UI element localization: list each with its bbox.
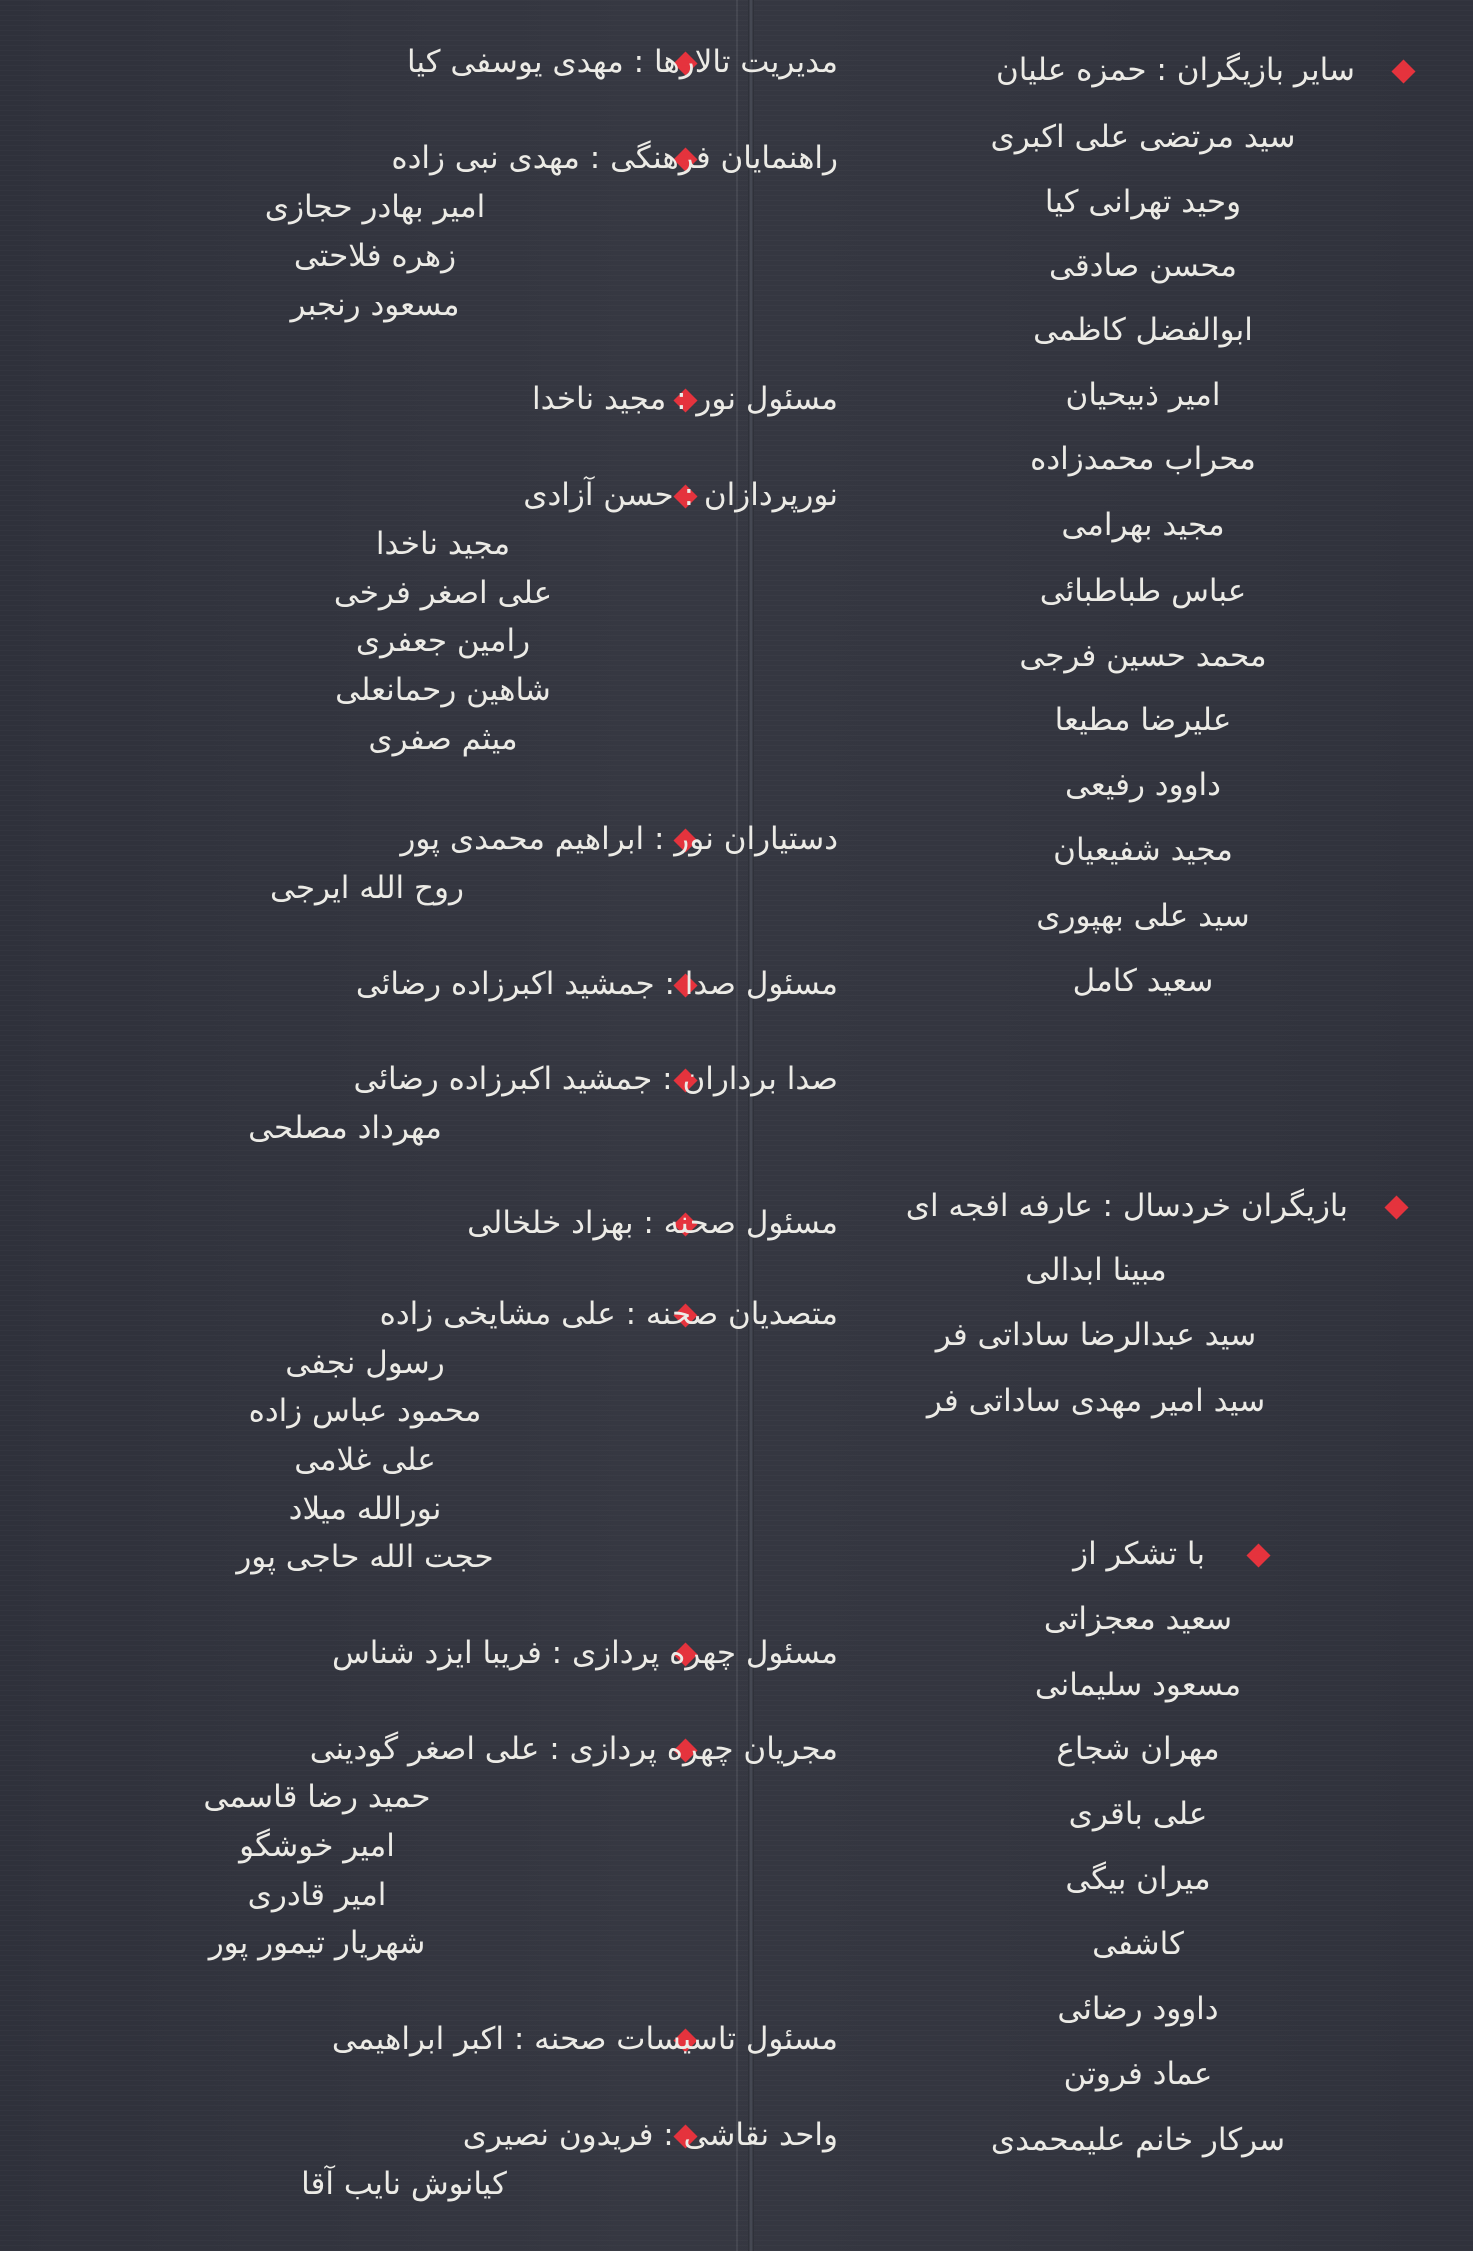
credit-name: میران بیگی	[1065, 1861, 1211, 1897]
credit-name: محمد حسین فرجی	[1019, 638, 1267, 674]
credit-name: رسول نجفی	[285, 1345, 445, 1381]
credit-name: شهریار تیمور پور	[208, 1925, 426, 1961]
credit-name: امیر ذبیحیان	[1065, 377, 1221, 413]
credit-name: کاشفی	[1092, 1926, 1184, 1962]
credit-name: حجت الله حاجی پور	[236, 1539, 494, 1575]
credit-name: مبینا ابدالی	[1025, 1252, 1167, 1288]
bullet-diamond-icon	[1391, 59, 1415, 83]
page-fold-edge	[736, 0, 738, 2251]
credit-heading: دستیاران نور : ابراهیم محمدی پور	[400, 821, 838, 857]
credit-name: مسعود سلیمانی	[1034, 1667, 1242, 1703]
credit-heading: متصدیان صحنه : علی مشایخی زاده	[379, 1296, 838, 1332]
credit-name: سید علی بهپوری	[1036, 898, 1250, 934]
credit-heading: نورپردازان : حسن آزادی	[523, 477, 838, 513]
credit-heading: مسئول صحنه : بهزاد خلخالی	[467, 1205, 838, 1241]
credit-name: مجید شفیعیان	[1053, 832, 1233, 868]
credit-heading: با تشکر از	[1073, 1536, 1205, 1572]
credit-heading: مسئول نور : مجید ناخدا	[532, 381, 838, 417]
credit-name: داوود رضائی	[1057, 1991, 1219, 2027]
credit-name: مسعود رنجبر	[290, 287, 460, 323]
credit-name: سعید کامل	[1072, 963, 1214, 999]
credit-name: محسن صادقی	[1049, 248, 1237, 284]
credit-name: محمود عباس زاده	[248, 1393, 482, 1429]
credit-name: ابوالفضل کاظمی	[1033, 312, 1253, 348]
credit-heading: سایر بازیگران : حمزه علیان	[995, 52, 1355, 88]
credit-name: میثم صفری	[368, 721, 518, 757]
credit-name: حمید رضا قاسمی	[203, 1779, 431, 1815]
credit-name: امیر قادری	[247, 1877, 387, 1913]
credit-heading: راهنمایان فرهنگی : مهدی نبی زاده	[391, 140, 838, 176]
credit-name: سید عبدالرضا ساداتی فر	[935, 1317, 1257, 1353]
credit-name: سعید معجزاتی	[1043, 1601, 1233, 1637]
credit-name: امیر خوشگو	[239, 1828, 395, 1864]
credit-name: علی اصغر فرخی	[333, 575, 553, 611]
credit-name: زهره فلاحتی	[293, 238, 457, 274]
credit-name: مهران شجاع	[1056, 1731, 1220, 1767]
credit-name: کیانوش نایب آقا	[301, 2166, 507, 2202]
credit-name: وحید تهرانی کیا	[1044, 184, 1242, 220]
credit-name: مجید ناخدا	[375, 526, 511, 562]
credit-name: عماد فروتن	[1063, 2056, 1213, 2092]
credit-name: شاهین رحمانعلی	[335, 672, 551, 708]
bullet-diamond-icon	[1246, 1543, 1270, 1567]
credit-name: عباس طباطبائی	[1039, 573, 1247, 609]
credit-name: امیر بهادر حجازی	[264, 189, 486, 225]
credit-heading: مجریان چهره پردازی : علی اصغر گودینی	[309, 1731, 838, 1767]
credit-name: علی غلامی	[294, 1442, 436, 1478]
credit-name: روح الله ایرجی	[270, 870, 464, 906]
bullet-diamond-icon	[1384, 1195, 1408, 1219]
credit-heading: مدیریت تالارها : مهدی یوسفی کیا	[406, 44, 838, 80]
credit-heading: مسئول تاسیسات صحنه : اکبر ابراهیمی	[331, 2021, 838, 2057]
credit-name: علیرضا مطیعا	[1054, 702, 1232, 738]
credit-name: مجید بهرامی	[1061, 507, 1225, 543]
credit-name: سرکار خانم علیمحمدی	[990, 2122, 1286, 2158]
credit-name: محراب محمدزاده	[1030, 441, 1256, 477]
credit-heading: بازیگران خردسال : عارفه افجه ای	[905, 1188, 1348, 1224]
credit-name: مهرداد مصلحی	[248, 1110, 442, 1146]
credit-name: سید امیر مهدی ساداتی فر	[926, 1383, 1266, 1419]
credit-name: نورالله میلاد	[288, 1491, 442, 1527]
credit-heading: واحد نقاشی : فریدون نصیری	[462, 2117, 838, 2153]
page-fold	[748, 0, 754, 2251]
credit-name: داوود رفیعی	[1065, 767, 1221, 803]
credit-heading: مسئول چهره پردازی : فریبا ایزد شناس	[331, 1635, 838, 1671]
credit-name: علی باقری	[1068, 1796, 1208, 1832]
credit-heading: صدا برداران : جمشید اکبرزاده رضائی	[353, 1061, 838, 1097]
credit-name: رامین جعفری	[355, 623, 531, 659]
credit-name: سید مرتضی علی اکبری	[990, 119, 1296, 155]
credit-heading: مسئول صدا : جمشید اکبرزاده رضائی	[355, 966, 838, 1002]
